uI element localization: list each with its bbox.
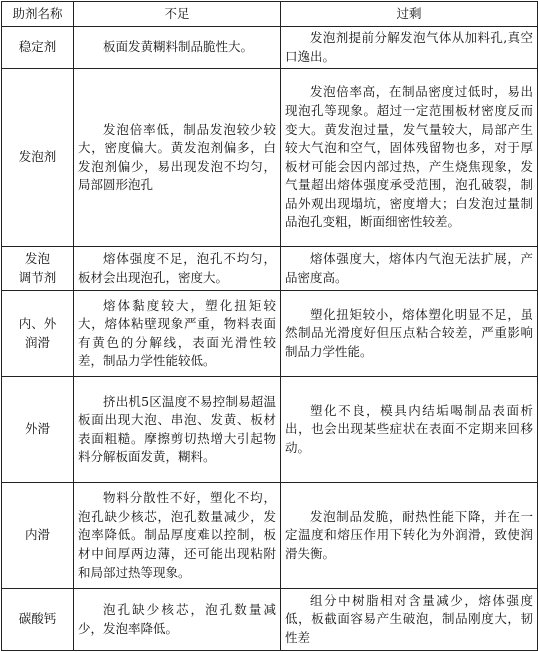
table-row	[2, 377, 538, 483]
row-name: 内、外 润滑	[2, 291, 74, 377]
row-shortage: 板面发黄糊料制品脆性大。	[74, 27, 281, 69]
table-row	[2, 483, 538, 589]
row-shortage: 发泡倍率低，制品发泡较少较大，密度偏大。黄发泡剂偏多，白发泡剂偏少，易出现发泡不均匀，局部圆形泡孔	[74, 69, 281, 247]
row-shortage: 物料分散性不好，塑化不均，泡孔缺少核芯，泡孔数量减少，发泡率降低。制品厚度难以控制，板材中间厚两边薄，还可能出现粘附和局部过热等现象。	[74, 483, 281, 589]
row-shortage: 挤出机5区温度不易控制易超温板面出现大泡、串泡、发黄、板材表面粗糙。摩擦剪切热增大引起物料分解板面发黄，糊料。	[74, 377, 281, 483]
additive-table	[1, 1, 538, 651]
row-shortage: 泡孔缺少核芯，泡孔数量减少，发泡率降低。	[74, 589, 281, 651]
row-excess: 熔体强度大，熔体内气泡无法扩展，产品密度高。	[281, 247, 538, 291]
row-excess: 发泡倍率高，在制品密度过低时，易出现泡孔等现象。超过一定范围板材密度反而变大。黄发泡过量，发气量较大，局部产生较大气泡和空气，固体残留物也多，对于厚板材可能会因内部过热，产生烧焦现象，发气量超出熔体强度承受范围，泡孔破裂，制品外观出现塌坑，密度增大；白发泡过量制品泡孔变粗，断面细密性较差。	[281, 69, 538, 247]
row-excess: 组分中树脂相对含量减少，熔体强度低，板截面容易产生破泡，制品刚度大，韧性差	[281, 589, 538, 651]
table-row	[2, 247, 538, 291]
row-name: 内滑	[2, 483, 74, 589]
row-name: 发泡剂	[2, 69, 74, 247]
table-row	[2, 589, 538, 651]
row-excess: 发泡制品发脆，耐热性能下降，并在一定温度和熔压作用下转化为外润滑，致使润滑失衡。	[281, 483, 538, 589]
row-excess: 塑化不良，模具内结垢喝制品表面析出，也会出现某些症状在表面不定期来回移动。	[281, 377, 538, 483]
header-shortage: 不足	[74, 2, 281, 27]
row-excess: 塑化扭矩较小，熔体塑化明显不足，虽然制品光滑度好但压点粘合较差，严重影响制品力学性能。	[281, 291, 538, 377]
row-name: 稳定剂	[2, 27, 74, 69]
row-name: 外滑	[2, 377, 74, 483]
table-row	[2, 69, 538, 247]
row-name: 碳酸钙	[2, 589, 74, 651]
row-shortage: 熔体强度不足，泡孔不均匀，板材会出现泡孔，密度大。	[74, 247, 281, 291]
header-row	[2, 2, 538, 27]
row-excess: 发泡剂提前分解发泡气体从加料孔,真空口逸出。	[281, 27, 538, 69]
row-name: 发泡 调节剂	[2, 247, 74, 291]
header-additive-name: 助剂名称	[2, 2, 74, 27]
row-shortage: 熔体黏度较大，塑化扭矩较大，熔体粘壁现象严重，物料表面有黄色的分解线，表面光滑性较差，制品力学性能较低。	[74, 291, 281, 377]
table-row	[2, 27, 538, 69]
header-excess: 过剩	[281, 2, 538, 27]
table-row	[2, 291, 538, 377]
